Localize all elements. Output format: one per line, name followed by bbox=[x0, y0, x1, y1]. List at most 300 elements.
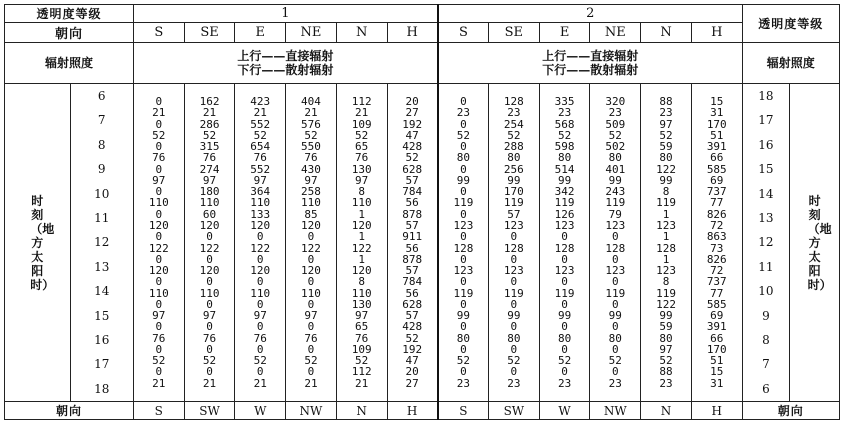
hour-label: 8 bbox=[762, 332, 770, 347]
direct-radiation-value: 0 bbox=[460, 275, 467, 289]
direct-radiation-value: 286 bbox=[199, 117, 220, 131]
diffuse-radiation-value: 21 bbox=[304, 376, 318, 390]
direct-radiation-value: 59 bbox=[659, 320, 673, 334]
direct-radiation-value: 391 bbox=[706, 140, 727, 154]
diffuse-radiation-value: 99 bbox=[456, 173, 471, 187]
diffuse-radiation-value: 21 bbox=[152, 106, 166, 120]
radiation-header-left: 辐射照度 bbox=[5, 43, 134, 84]
direct-radiation-value: 0 bbox=[256, 297, 264, 311]
diffuse-radiation-value: 52 bbox=[355, 128, 369, 142]
hour-label: 6 bbox=[97, 89, 106, 103]
direct-radiation-value: 342 bbox=[554, 185, 575, 199]
diffuse-radiation-value: 128 bbox=[453, 241, 474, 255]
diffuse-radiation-value: 57 bbox=[405, 264, 419, 278]
diffuse-radiation-value: 120 bbox=[148, 264, 169, 278]
value-column bbox=[336, 84, 387, 402]
hour-label: 11 bbox=[758, 259, 774, 274]
diffuse-radiation-value: 69 bbox=[710, 173, 724, 187]
direct-radiation-value: 826 bbox=[706, 252, 727, 266]
direct-radiation-value: 192 bbox=[402, 117, 423, 131]
diffuse-radiation-value: 122 bbox=[250, 241, 271, 255]
diffuse-radiation-value: 80 bbox=[456, 331, 471, 345]
direct-radiation-value: 0 bbox=[460, 297, 467, 311]
diffuse-radiation-value: 47 bbox=[405, 354, 419, 368]
direct-radiation-value: 0 bbox=[155, 95, 163, 109]
direct-radiation-value: 0 bbox=[307, 320, 315, 334]
direct-radiation-value: 628 bbox=[402, 162, 423, 176]
direct-radiation-value: 0 bbox=[510, 365, 518, 379]
diffuse-radiation-value: 97 bbox=[152, 173, 166, 187]
hour-label: 12 bbox=[94, 235, 110, 250]
diffuse-radiation-value: 99 bbox=[557, 309, 572, 323]
diffuse-radiation-value: 76 bbox=[202, 151, 217, 165]
diffuse-radiation-value: 122 bbox=[301, 241, 321, 255]
diffuse-radiation-value: 23 bbox=[456, 106, 471, 120]
hour-label: 16 bbox=[94, 332, 110, 347]
diffuse-radiation-value: 128 bbox=[656, 241, 676, 255]
direct-radiation-value: 654 bbox=[250, 140, 271, 154]
diffuse-radiation-value: 80 bbox=[557, 331, 572, 345]
hour-label: 7 bbox=[97, 113, 106, 128]
direct-radiation-value: 585 bbox=[706, 297, 727, 311]
diffuse-radiation-value: 52 bbox=[507, 354, 521, 368]
direct-radiation-value: 0 bbox=[510, 252, 518, 266]
direct-radiation-value: 288 bbox=[503, 140, 524, 154]
diffuse-radiation-value: 110 bbox=[351, 196, 372, 210]
direct-radiation-value: 911 bbox=[402, 230, 423, 244]
bottom-orientation: NW bbox=[286, 402, 337, 420]
diffuse-radiation-value: 52 bbox=[608, 354, 622, 368]
direct-radiation-value: 784 bbox=[402, 185, 423, 199]
diffuse-radiation-value: 23 bbox=[456, 376, 471, 390]
diffuse-radiation-value: 97 bbox=[253, 173, 267, 187]
diffuse-radiation-value: 110 bbox=[250, 196, 271, 210]
hours-left bbox=[70, 84, 133, 402]
diffuse-radiation-value: 76 bbox=[152, 151, 166, 165]
diffuse-radiation-value: 99 bbox=[659, 173, 673, 187]
diffuse-radiation-value: 76 bbox=[355, 151, 369, 165]
top-orientation: S bbox=[133, 23, 184, 43]
diffuse-radiation-value: 52 bbox=[202, 128, 217, 142]
direct-radiation-value: 0 bbox=[206, 275, 213, 289]
diffuse-radiation-value: 99 bbox=[507, 173, 521, 187]
direct-radiation-value: 0 bbox=[611, 365, 619, 379]
direct-radiation-value: 0 bbox=[611, 297, 619, 311]
direct-radiation-value: 0 bbox=[460, 342, 467, 356]
direct-radiation-value: 0 bbox=[256, 275, 264, 289]
bottom-orientation: N bbox=[336, 402, 387, 420]
direct-radiation-value: 0 bbox=[155, 297, 163, 311]
diffuse-radiation-value: 21 bbox=[202, 106, 217, 120]
direct-radiation-value: 0 bbox=[611, 275, 619, 289]
row-note-upper: 上行——直接辐射 bbox=[542, 49, 639, 63]
direct-radiation-value: 133 bbox=[250, 207, 271, 221]
direct-radiation-value: 170 bbox=[503, 185, 524, 199]
diffuse-radiation-value: 69 bbox=[710, 309, 724, 323]
direct-radiation-value: 1 bbox=[358, 252, 365, 266]
bottom-orientation: H bbox=[691, 402, 742, 420]
direct-radiation-value: 628 bbox=[402, 297, 423, 311]
bottom-orientation: W bbox=[235, 402, 286, 420]
diffuse-radiation-value: 122 bbox=[199, 241, 220, 255]
direct-radiation-value: 0 bbox=[155, 117, 163, 131]
top-orientation: H bbox=[691, 23, 742, 43]
diffuse-radiation-value: 119 bbox=[605, 286, 626, 300]
value-column bbox=[286, 84, 337, 402]
diffuse-radiation-value: 80 bbox=[659, 331, 673, 345]
diffuse-radiation-value: 120 bbox=[148, 219, 169, 232]
diffuse-radiation-value: 97 bbox=[355, 173, 369, 187]
value-column bbox=[590, 84, 641, 402]
diffuse-radiation-value: 73 bbox=[710, 241, 724, 255]
hour-label: 11 bbox=[94, 210, 110, 225]
diffuse-radiation-value: 52 bbox=[507, 128, 521, 142]
diffuse-radiation-value: 120 bbox=[199, 219, 220, 232]
direct-radiation-value: 128 bbox=[503, 95, 524, 109]
direct-radiation-value: 0 bbox=[460, 117, 467, 131]
direct-radiation-value: 57 bbox=[507, 207, 521, 221]
diffuse-radiation-value: 119 bbox=[453, 286, 474, 300]
direct-radiation-value: 258 bbox=[301, 185, 321, 199]
hour-label: 7 bbox=[762, 357, 770, 372]
diffuse-radiation-value: 110 bbox=[301, 286, 321, 300]
diffuse-radiation-value: 97 bbox=[253, 309, 267, 323]
direct-radiation-value: 8 bbox=[662, 275, 670, 289]
direct-radiation-value: 109 bbox=[351, 117, 372, 131]
diffuse-radiation-value: 57 bbox=[405, 219, 419, 232]
value-column bbox=[184, 84, 235, 402]
diffuse-radiation-value: 23 bbox=[557, 376, 572, 390]
direct-radiation-value: 162 bbox=[199, 95, 220, 109]
value-column bbox=[133, 84, 184, 402]
diffuse-radiation-value: 57 bbox=[405, 309, 419, 323]
direct-radiation-value: 585 bbox=[706, 162, 727, 176]
direct-radiation-value: 0 bbox=[460, 140, 467, 154]
diffuse-radiation-value: 119 bbox=[453, 196, 474, 210]
direct-radiation-value: 0 bbox=[510, 275, 518, 289]
diffuse-radiation-value: 56 bbox=[405, 241, 419, 255]
value-column bbox=[489, 84, 540, 402]
diffuse-radiation-value: 27 bbox=[405, 106, 419, 120]
diffuse-radiation-value: 119 bbox=[554, 196, 575, 210]
diffuse-radiation-value: 97 bbox=[355, 309, 369, 323]
diffuse-radiation-value: 99 bbox=[456, 309, 471, 323]
diffuse-radiation-value: 31 bbox=[710, 106, 724, 120]
diffuse-radiation-value: 119 bbox=[605, 196, 626, 210]
diffuse-radiation-value: 52 bbox=[253, 354, 267, 368]
direct-radiation-value: 85 bbox=[304, 207, 318, 221]
direct-radiation-value: 0 bbox=[155, 162, 163, 176]
top-orientation: N bbox=[336, 23, 387, 43]
diffuse-radiation-value: 52 bbox=[659, 354, 673, 368]
direct-radiation-value: 1 bbox=[662, 207, 670, 221]
diffuse-radiation-value: 52 bbox=[253, 128, 267, 142]
diffuse-radiation-value: 99 bbox=[608, 173, 622, 187]
direct-radiation-value: 0 bbox=[460, 185, 467, 199]
diffuse-radiation-value: 123 bbox=[656, 264, 676, 278]
direct-radiation-value: 0 bbox=[307, 342, 315, 356]
diffuse-radiation-value: 21 bbox=[253, 376, 267, 390]
top-orientation: N bbox=[641, 23, 692, 43]
direct-radiation-value: 0 bbox=[460, 320, 467, 334]
direct-radiation-value: 0 bbox=[460, 95, 467, 109]
direct-radiation-value: 0 bbox=[611, 252, 619, 266]
bottom-orientation: W bbox=[539, 402, 590, 420]
time-label-left-cell bbox=[5, 84, 71, 402]
direct-radiation-value: 1 bbox=[662, 230, 670, 244]
diffuse-radiation-value: 97 bbox=[202, 309, 217, 323]
diffuse-radiation-value: 21 bbox=[202, 376, 217, 390]
direct-radiation-value: 20 bbox=[405, 95, 419, 109]
direct-radiation-value: 88 bbox=[659, 95, 673, 109]
diffuse-radiation-value: 52 bbox=[659, 128, 673, 142]
direct-radiation-value: 97 bbox=[659, 117, 673, 131]
diffuse-radiation-value: 76 bbox=[304, 151, 318, 165]
diffuse-radiation-value: 80 bbox=[507, 331, 521, 345]
diffuse-radiation-value: 52 bbox=[304, 354, 318, 368]
diffuse-radiation-value: 57 bbox=[405, 173, 419, 187]
direct-radiation-value: 784 bbox=[402, 275, 423, 289]
direct-radiation-value: 0 bbox=[307, 275, 315, 289]
diffuse-radiation-value: 80 bbox=[608, 331, 622, 345]
diffuse-radiation-value: 97 bbox=[202, 173, 217, 187]
hour-label: 16 bbox=[758, 137, 774, 152]
hour-label: 10 bbox=[94, 186, 110, 201]
direct-radiation-value: 79 bbox=[608, 207, 622, 221]
diffuse-radiation-value: 119 bbox=[503, 286, 524, 300]
diffuse-radiation-value: 21 bbox=[152, 376, 166, 390]
time-label-right-cell bbox=[790, 84, 840, 402]
direct-radiation-value: 0 bbox=[206, 230, 213, 244]
diffuse-radiation-value: 123 bbox=[554, 219, 575, 232]
direct-radiation-value: 0 bbox=[307, 230, 315, 244]
hour-label: 9 bbox=[762, 308, 770, 323]
diffuse-radiation-value: 123 bbox=[503, 264, 524, 278]
direct-radiation-value: 552 bbox=[250, 162, 271, 176]
top-orientation: E bbox=[235, 23, 286, 43]
hours-right bbox=[742, 84, 790, 402]
direct-radiation-value: 274 bbox=[199, 162, 220, 176]
level-1-header: 1 bbox=[133, 5, 437, 23]
time-label-left: 时刻（地方太阳时） bbox=[30, 193, 55, 292]
direct-radiation-value: 568 bbox=[554, 117, 575, 131]
bottom-orientation: H bbox=[387, 402, 438, 420]
bottom-orientation: S bbox=[438, 402, 489, 420]
top-orientation: SE bbox=[489, 23, 540, 43]
diffuse-radiation-value: 76 bbox=[253, 151, 267, 165]
value-column bbox=[438, 84, 489, 402]
direct-radiation-value: 576 bbox=[301, 117, 321, 131]
direct-radiation-value: 0 bbox=[206, 320, 213, 334]
diffuse-radiation-value: 76 bbox=[253, 331, 267, 345]
diffuse-radiation-value: 76 bbox=[152, 331, 166, 345]
diffuse-radiation-value: 97 bbox=[304, 309, 318, 323]
diffuse-radiation-value: 76 bbox=[355, 331, 369, 345]
row-note-level-1 bbox=[133, 43, 437, 84]
direct-radiation-value: 20 bbox=[405, 365, 419, 379]
bottom-orientation: N bbox=[641, 402, 692, 420]
hour-label: 8 bbox=[97, 137, 106, 152]
direct-radiation-value: 0 bbox=[561, 342, 568, 356]
direct-radiation-value: 126 bbox=[554, 207, 575, 221]
value-column bbox=[539, 84, 590, 402]
diffuse-radiation-value: 128 bbox=[605, 241, 626, 255]
direct-radiation-value: 598 bbox=[554, 140, 575, 154]
diffuse-radiation-value: 119 bbox=[656, 286, 676, 300]
diffuse-radiation-value: 122 bbox=[148, 241, 169, 255]
diffuse-radiation-value: 80 bbox=[557, 151, 572, 165]
direct-radiation-value: 1 bbox=[662, 252, 670, 266]
direct-radiation-value: 170 bbox=[706, 117, 727, 131]
diffuse-radiation-value: 110 bbox=[301, 196, 321, 210]
diffuse-radiation-value: 97 bbox=[152, 309, 166, 323]
diffuse-radiation-value: 110 bbox=[199, 196, 220, 210]
direct-radiation-value: 0 bbox=[460, 365, 467, 379]
hour-label: 15 bbox=[94, 308, 110, 323]
direct-radiation-value: 0 bbox=[460, 252, 467, 266]
diffuse-radiation-value: 31 bbox=[710, 376, 724, 390]
diffuse-radiation-value: 123 bbox=[605, 264, 626, 278]
direct-radiation-value: 0 bbox=[307, 252, 315, 266]
direct-radiation-value: 1 bbox=[358, 207, 365, 221]
diffuse-radiation-value: 119 bbox=[554, 286, 575, 300]
hour-label: 12 bbox=[758, 235, 774, 250]
direct-radiation-value: 863 bbox=[706, 230, 727, 244]
diffuse-radiation-value: 52 bbox=[405, 151, 419, 165]
diffuse-radiation-value: 123 bbox=[453, 219, 474, 232]
diffuse-radiation-value: 119 bbox=[503, 196, 524, 210]
direct-radiation-value: 15 bbox=[710, 365, 724, 379]
direct-radiation-value: 335 bbox=[554, 95, 575, 109]
diffuse-radiation-value: 52 bbox=[608, 128, 622, 142]
top-orientation: H bbox=[387, 23, 438, 43]
direct-radiation-value: 0 bbox=[206, 252, 213, 266]
direct-radiation-value: 428 bbox=[402, 140, 423, 154]
diffuse-radiation-value: 123 bbox=[503, 219, 524, 232]
direct-radiation-value: 170 bbox=[706, 342, 727, 356]
bottom-orientation: SW bbox=[184, 402, 235, 420]
direct-radiation-value: 550 bbox=[301, 140, 321, 154]
diffuse-radiation-value: 51 bbox=[710, 354, 724, 368]
direct-radiation-value: 423 bbox=[250, 95, 271, 109]
hour-label: 13 bbox=[758, 210, 774, 225]
direct-radiation-value: 0 bbox=[206, 342, 213, 356]
direct-radiation-value: 0 bbox=[155, 275, 163, 289]
bottom-orientation: S bbox=[133, 402, 184, 420]
radiation-table bbox=[4, 4, 840, 420]
diffuse-radiation-value: 47 bbox=[405, 128, 419, 142]
direct-radiation-value: 8 bbox=[662, 185, 670, 199]
bottom-orientation: NW bbox=[590, 402, 641, 420]
hour-label: 15 bbox=[758, 162, 774, 177]
direct-radiation-value: 0 bbox=[611, 342, 619, 356]
direct-radiation-value: 391 bbox=[706, 320, 727, 334]
diffuse-radiation-value: 99 bbox=[507, 309, 521, 323]
transparency-header-right: 透明度等级 bbox=[742, 5, 839, 43]
row-note-level-2 bbox=[438, 43, 742, 84]
direct-radiation-value: 15 bbox=[710, 95, 724, 109]
direct-radiation-value: 0 bbox=[256, 230, 264, 244]
direct-radiation-value: 8 bbox=[358, 185, 365, 199]
direct-radiation-value: 0 bbox=[561, 230, 568, 244]
diffuse-radiation-value: 21 bbox=[355, 376, 369, 390]
direct-radiation-value: 130 bbox=[351, 162, 372, 176]
direct-radiation-value: 737 bbox=[706, 275, 727, 289]
hour-label: 18 bbox=[94, 381, 110, 396]
value-column bbox=[641, 84, 692, 402]
diffuse-radiation-value: 56 bbox=[405, 286, 419, 300]
direct-radiation-value: 0 bbox=[206, 297, 213, 311]
orientation-footer-right: 朝向 bbox=[742, 402, 839, 420]
direct-radiation-value: 0 bbox=[510, 342, 518, 356]
hour-label: 14 bbox=[758, 186, 774, 201]
orientation-header-left: 朝向 bbox=[5, 23, 134, 43]
diffuse-radiation-value: 120 bbox=[250, 264, 271, 278]
direct-radiation-value: 0 bbox=[206, 365, 213, 379]
value-column bbox=[235, 84, 286, 402]
direct-radiation-value: 0 bbox=[510, 320, 518, 334]
level-2-header: 2 bbox=[438, 5, 742, 23]
direct-radiation-value: 737 bbox=[706, 185, 727, 199]
diffuse-radiation-value: 110 bbox=[250, 286, 271, 300]
radiation-header-right: 辐射照度 bbox=[742, 43, 839, 84]
diffuse-radiation-value: 128 bbox=[554, 241, 575, 255]
direct-radiation-value: 878 bbox=[402, 207, 423, 221]
direct-radiation-value: 59 bbox=[659, 140, 673, 154]
direct-radiation-value: 8 bbox=[358, 275, 365, 289]
direct-radiation-value: 192 bbox=[402, 342, 423, 356]
hour-label: 17 bbox=[94, 357, 110, 372]
hour-label: 14 bbox=[94, 284, 110, 299]
diffuse-radiation-value: 110 bbox=[148, 286, 169, 300]
direct-radiation-value: 122 bbox=[656, 162, 676, 176]
row-note-upper: 上行——直接辐射 bbox=[237, 49, 334, 63]
diffuse-radiation-value: 72 bbox=[710, 219, 724, 232]
direct-radiation-value: 0 bbox=[155, 320, 163, 334]
direct-radiation-value: 0 bbox=[155, 230, 163, 244]
direct-radiation-value: 254 bbox=[503, 117, 524, 131]
diffuse-radiation-value: 52 bbox=[355, 354, 369, 368]
diffuse-radiation-value: 120 bbox=[199, 264, 220, 278]
direct-radiation-value: 0 bbox=[256, 342, 264, 356]
diffuse-radiation-value: 52 bbox=[557, 354, 572, 368]
direct-radiation-value: 826 bbox=[706, 207, 727, 221]
value-column bbox=[387, 84, 438, 402]
diffuse-radiation-value: 123 bbox=[453, 264, 474, 278]
top-orientation: SE bbox=[184, 23, 235, 43]
hour-label: 13 bbox=[94, 259, 110, 274]
top-orientation: NE bbox=[286, 23, 337, 43]
diffuse-radiation-value: 99 bbox=[557, 173, 572, 187]
diffuse-radiation-value: 120 bbox=[351, 219, 372, 232]
diffuse-radiation-value: 122 bbox=[351, 241, 372, 255]
direct-radiation-value: 364 bbox=[250, 185, 271, 199]
diffuse-radiation-value: 52 bbox=[557, 128, 572, 142]
diffuse-radiation-value: 123 bbox=[605, 219, 626, 232]
diffuse-radiation-value: 21 bbox=[253, 106, 267, 120]
direct-radiation-value: 0 bbox=[611, 230, 619, 244]
direct-radiation-value: 243 bbox=[605, 185, 626, 199]
diffuse-radiation-value: 120 bbox=[301, 219, 321, 232]
diffuse-radiation-value: 66 bbox=[710, 151, 724, 165]
direct-radiation-value: 428 bbox=[402, 320, 423, 334]
diffuse-radiation-value: 23 bbox=[608, 106, 622, 120]
diffuse-radiation-value: 52 bbox=[405, 331, 419, 345]
direct-radiation-value: 0 bbox=[256, 252, 264, 266]
value-column bbox=[691, 84, 742, 402]
diffuse-radiation-value: 110 bbox=[148, 196, 169, 210]
direct-radiation-value: 0 bbox=[460, 162, 467, 176]
